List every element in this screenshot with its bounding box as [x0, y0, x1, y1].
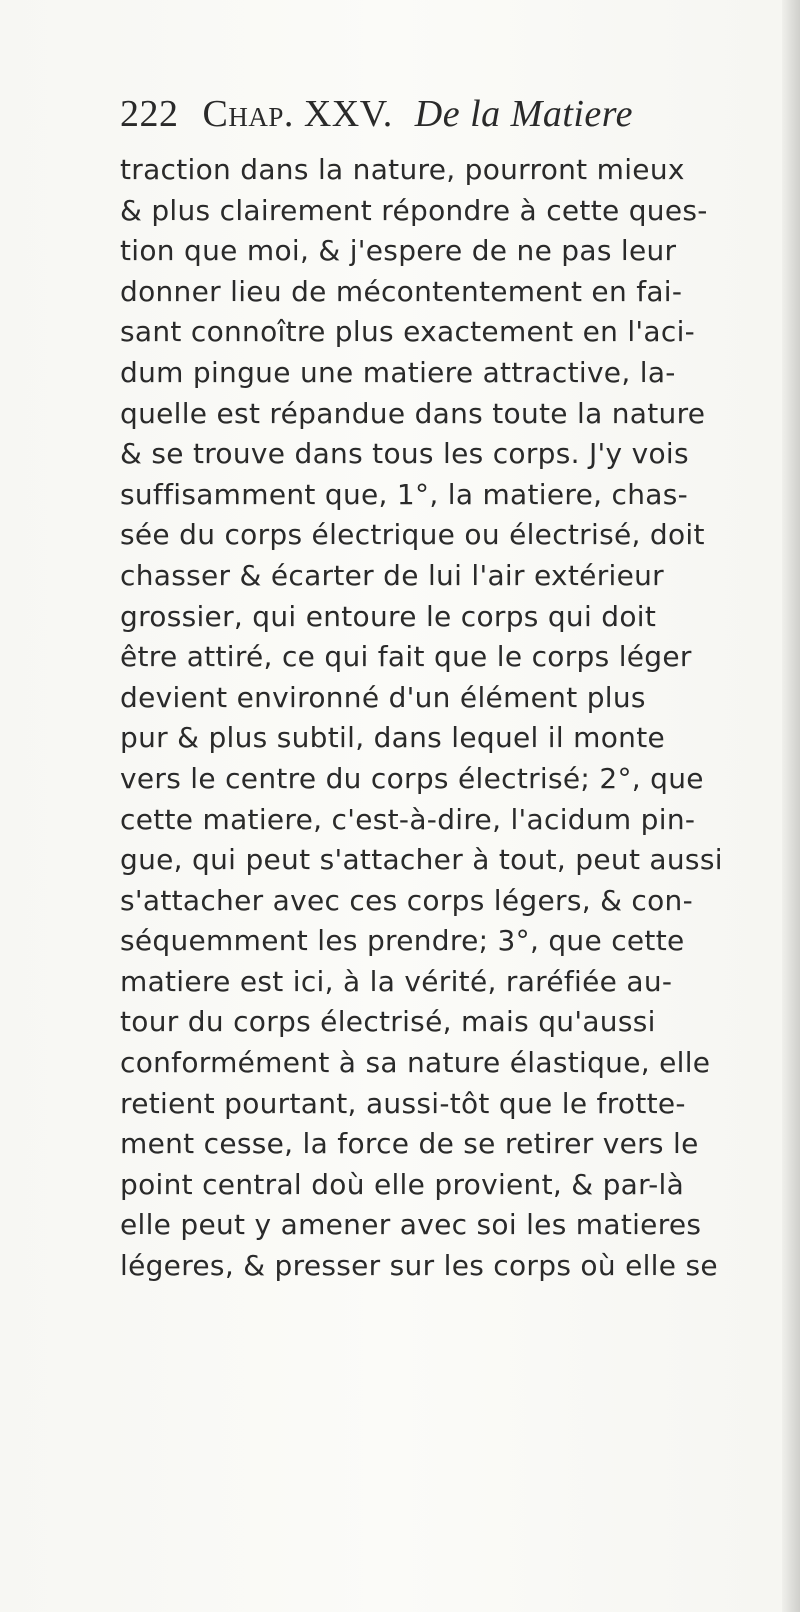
chapter-label: Chap. XXV.	[202, 93, 393, 135]
text-line: donner lieu de mécontentement en fai-	[120, 274, 683, 308]
text-line: tour du corps électrisé, mais qu'aussi	[120, 1005, 656, 1039]
page-edge-shadow	[782, 0, 800, 1612]
text-line: cette matiere, c'est-à-dire, l'acidum pin-	[120, 802, 696, 836]
text-line: traction dans la nature, pourront mieux	[120, 153, 685, 186]
text-line: ment cesse, la force de se retirer vers le	[120, 1127, 699, 1161]
text-line: & se trouve dans tous les corps. J'y vois	[120, 437, 689, 471]
chapter-title: De la Matiere	[414, 93, 634, 135]
text-line: devient environné d'un élément plus	[120, 680, 646, 714]
text-line: tion que moi, & j'espere de ne pas leur	[120, 234, 677, 268]
text-line: vers le centre du corps électrisé; 2°, que	[120, 761, 704, 795]
body-text	[120, 150, 780, 1287]
text-line: s'attacher avec ces corps légers, & con-	[120, 883, 694, 917]
text-line: quelle est répandue dans toute la nature	[120, 396, 706, 430]
text-line: & plus clairement répondre à cette ques-	[120, 193, 708, 227]
text-line: chasser & écarter de lui l'air extérieur	[120, 558, 664, 592]
text-line: pur & plus subtil, dans lequel il monte	[120, 721, 666, 755]
running-head	[120, 92, 633, 136]
text-line: retient pourtant, aussi-tôt que le frotte-	[120, 1086, 686, 1120]
text-line: sée du corps électrique ou électrisé, doit	[120, 518, 705, 552]
text-line: être attiré, ce qui fait que le corps léger	[120, 640, 692, 674]
page-number: 222	[120, 93, 179, 135]
text-line: matiere est ici, à la vérité, raréfiée au-	[120, 964, 673, 998]
text-line: légeres, & presser sur les corps où elle se	[120, 1249, 718, 1283]
text-line: gue, qui peut s'attacher à tout, peut aussi	[120, 843, 723, 877]
text-line: conformément à sa nature élastique, elle	[120, 1046, 711, 1080]
text-line: séquemment les prendre; 3°, que cette	[120, 924, 685, 958]
text-line: sant connoître plus exactement en l'aci-	[120, 315, 696, 349]
text-line: grossier, qui entoure le corps qui doit	[120, 599, 657, 633]
text-line: elle peut y amener avec soi les matieres	[120, 1208, 702, 1242]
text-line: suffisamment que, 1°, la matiere, chas-	[120, 477, 689, 511]
text-line: dum pingue une matiere attractive, la-	[120, 355, 676, 389]
text-line: point central doù elle provient, & par-là	[120, 1167, 685, 1201]
